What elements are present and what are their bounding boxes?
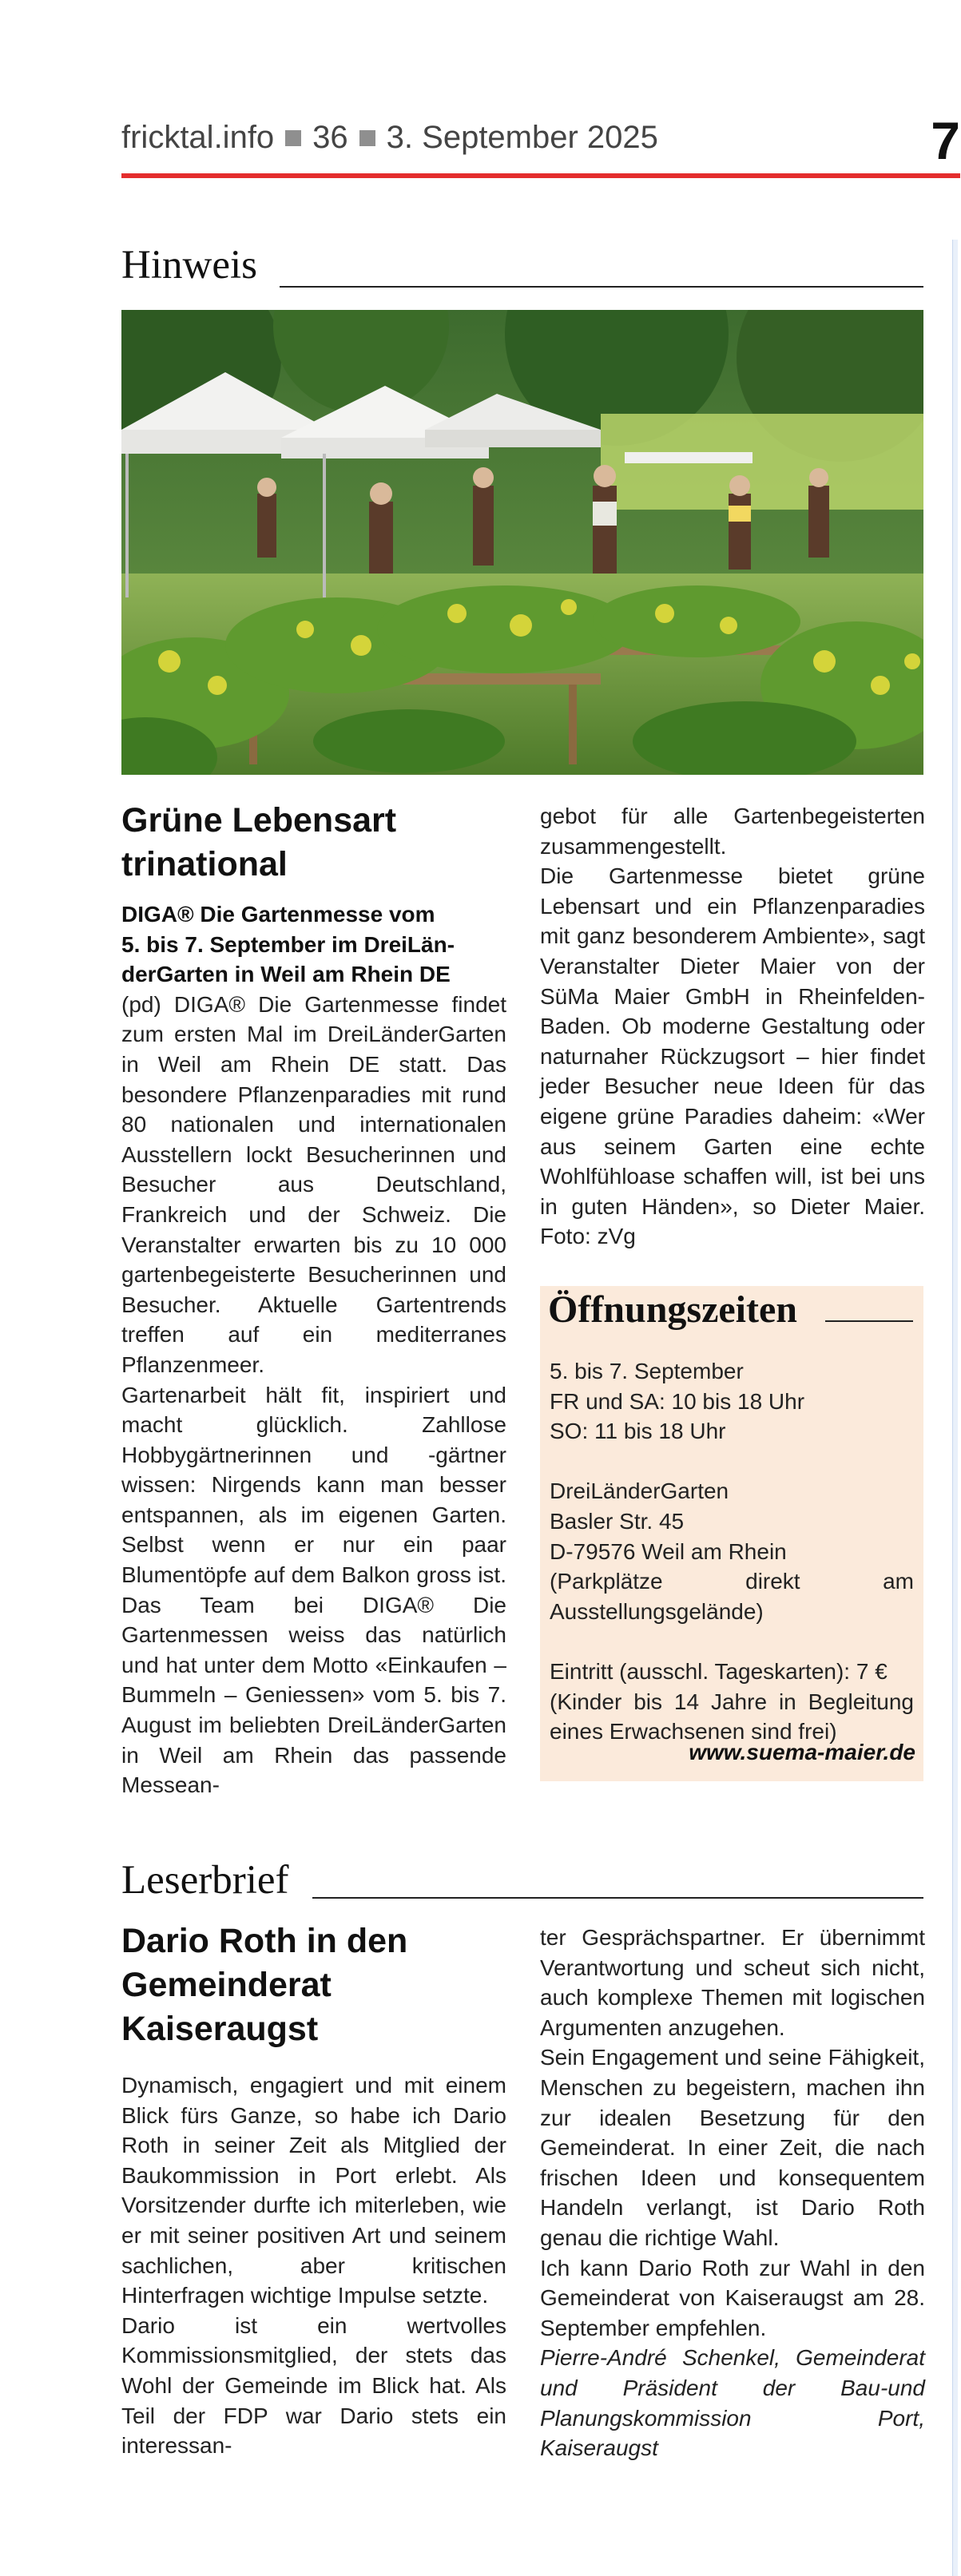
spacer [550, 1447, 914, 1477]
body-paragraph: Ich kann Dario Roth zur Wahl in den Gemeinderat von Kaiseraugst am 28. September empfehlen. [540, 2255, 925, 2340]
headline-line: trinational [121, 845, 288, 883]
garden-fair-photo [121, 310, 923, 775]
headline-line: Dario Roth in den [121, 1922, 408, 1960]
subhead-line: DIGA® Die Gartenmesse vom [121, 902, 435, 927]
body-paragraph: Die Gartenmesse bietet grüne Lebensart und ein Pflanzenparadies mit ganz besonderem Ambiente», sagt Veranstalter Dieter Maier von der SüMa Maier GmbH in Rheinfelden-Baden. Ob moderne Gestaltung oder naturnaher Rückzugsort – hier findet jeder Besucher neue Ideen für das eigene grüne Paradies daheim: «Wer aus seinem Garten eine echte Wohlfühloase schaffen will, ist bei uns in guten Händen», so Dieter Maier. Foto: zVg [540, 863, 925, 1249]
section-heading-leserbrief: Leserbrief [121, 1858, 289, 1903]
opening-hours-title: Öffnungszeiten [548, 1288, 797, 1331]
hinweis-left-column [121, 799, 506, 1800]
hours-line: 5. bis 7. September [550, 1359, 744, 1383]
parking-note: (Parkplätze direkt am Ausstellungsgelände) [550, 1569, 914, 1624]
subhead-line: 5. bis 7. September im DreiLän- [121, 931, 455, 957]
header-line [121, 120, 658, 156]
header-date: 3. September 2025 [386, 120, 658, 155]
box-title-line [825, 1320, 913, 1322]
address-line: D-79576 Weil am Rhein [550, 1538, 787, 1564]
headline-line: Gemeinderat [121, 1966, 332, 2004]
hours-line: FR und SA: 10 bis 18 Uhr [550, 1388, 805, 1414]
hinweis-right-column [540, 801, 925, 1252]
subhead-line: derGarten in Weil am Rhein DE [121, 962, 451, 987]
opening-hours-box [540, 1286, 923, 1781]
section-heading-hinweis: Hinweis [121, 243, 257, 288]
body-paragraph: Sein Engagement und seine Fähigkeit, Menschen zu begeistern, machen ihn zur idealen Besetzung für den Gemeinderat. In einer Zeit, die nach frischen Ideen und konsequentem Handeln verlangt, ist Dario Roth genau die richtige Wahl. [540, 2045, 925, 2250]
page-number: 7 [931, 111, 960, 170]
header-issue: 36 [312, 120, 348, 155]
hours-line: SO: 11 bis 18 Uhr [550, 1419, 726, 1444]
leserbrief-right-column [540, 1923, 925, 2463]
garden-fair-illustration [121, 310, 923, 775]
headline-line: Kaiseraugst [121, 2010, 319, 2048]
body-paragraph: ter Gesprächspartner. Er übernimmt Verantwortung und scheut sich nicht, auch komplexe Themen mit logischen Argumenten anzugehen. [540, 1925, 925, 2040]
square-separator-icon [285, 130, 301, 146]
body-paragraph: gebot für alle Gartenbegeisterten zusammengestellt. [540, 804, 925, 859]
header-site: fricktal.info [121, 120, 275, 155]
leserbrief-headline [121, 1919, 506, 2051]
square-separator-icon [359, 130, 375, 146]
letter-signature: Pierre-André Schenkel, Gemeinderat und Präsident der Bau-und Planungskommission Port, Kaiseraugst [540, 2345, 925, 2461]
header-rule [121, 173, 960, 178]
page-header [121, 111, 960, 176]
body-paragraph: Gartenarbeit hält fit, inspiriert und macht glücklich. Zahllose Hobbygärtnerinnen und -gärtner wissen: Nirgends kann man besser entspannen, als im eigenen Garten. Selbst wenn er nur ein paar Blumentöpfe auf dem Balkon gross ist. Das Team bei DIGA® Die Gartenmessen weiss das natürlich und hat unter dem Motto «Einkaufen – Bummeln – Geniessen» vom 5. bis 7. August im beliebten DreiLänderGarten in Weil am Rhein das passende Messean- [121, 1382, 506, 1798]
website-link[interactable]: www.suema-maier.de [689, 1740, 915, 1764]
hinweis-headline [121, 799, 506, 887]
entry-note: (Kinder bis 14 Jahre in Begleitung eines Erwachsenen sind frei) [550, 1689, 914, 1744]
opening-hours-body [550, 1356, 914, 1747]
body-paragraph: Dario ist ein wertvolles Kommissionsmitglied, der stets das Wohl der Gemeinde im Blick hat. Als Teil der FDP war Dario stets ein interessan- [121, 2312, 506, 2459]
body-paragraph: Dynamisch, engagiert und mit einem Blick fürs Ganze, so habe ich Dario Roth in seiner Zeit als Mitglied der Baukommission in Port erlebt. Als Vorsitzender durfte ich miterleben, wie er mit seiner positiven Art und seinem sachlichen, aber kritischen Hinterfragen wichtige Impulse setzte. [121, 2073, 506, 2308]
address-line: Basler Str. 45 [550, 1508, 685, 1534]
section-heading-line [280, 286, 923, 288]
hinweis-subhead [121, 899, 506, 990]
spacer [550, 1626, 914, 1657]
headline-line: Grüne Lebensart [121, 801, 397, 839]
leserbrief-left-column [121, 1919, 506, 2461]
body-paragraph: (pd) DIGA® Die Gartenmesse findet zum ersten Mal im DreiLänderGarten in Weil am Rhein DE statt. Das besondere Pflanzenparadies mit rund 80 nationalen und internationalen Ausstellern lockt Besucherinnen und Besucher aus Deutschland, Frankreich und der Schweiz. Die Veranstalter erwarten bis zu 10 000 gartenbegeisterte Besucherinnen und Besucher. Aktuelle Gartentrends treffen auf ein mediterranes Pflanzenmeer. [121, 991, 506, 1377]
section-heading-line [312, 1897, 923, 1899]
address-line: DreiLänderGarten [550, 1479, 729, 1504]
entry-price: Eintritt (ausschl. Tageskarten): 7 € [550, 1658, 888, 1684]
page-edge-rule [952, 240, 958, 2576]
